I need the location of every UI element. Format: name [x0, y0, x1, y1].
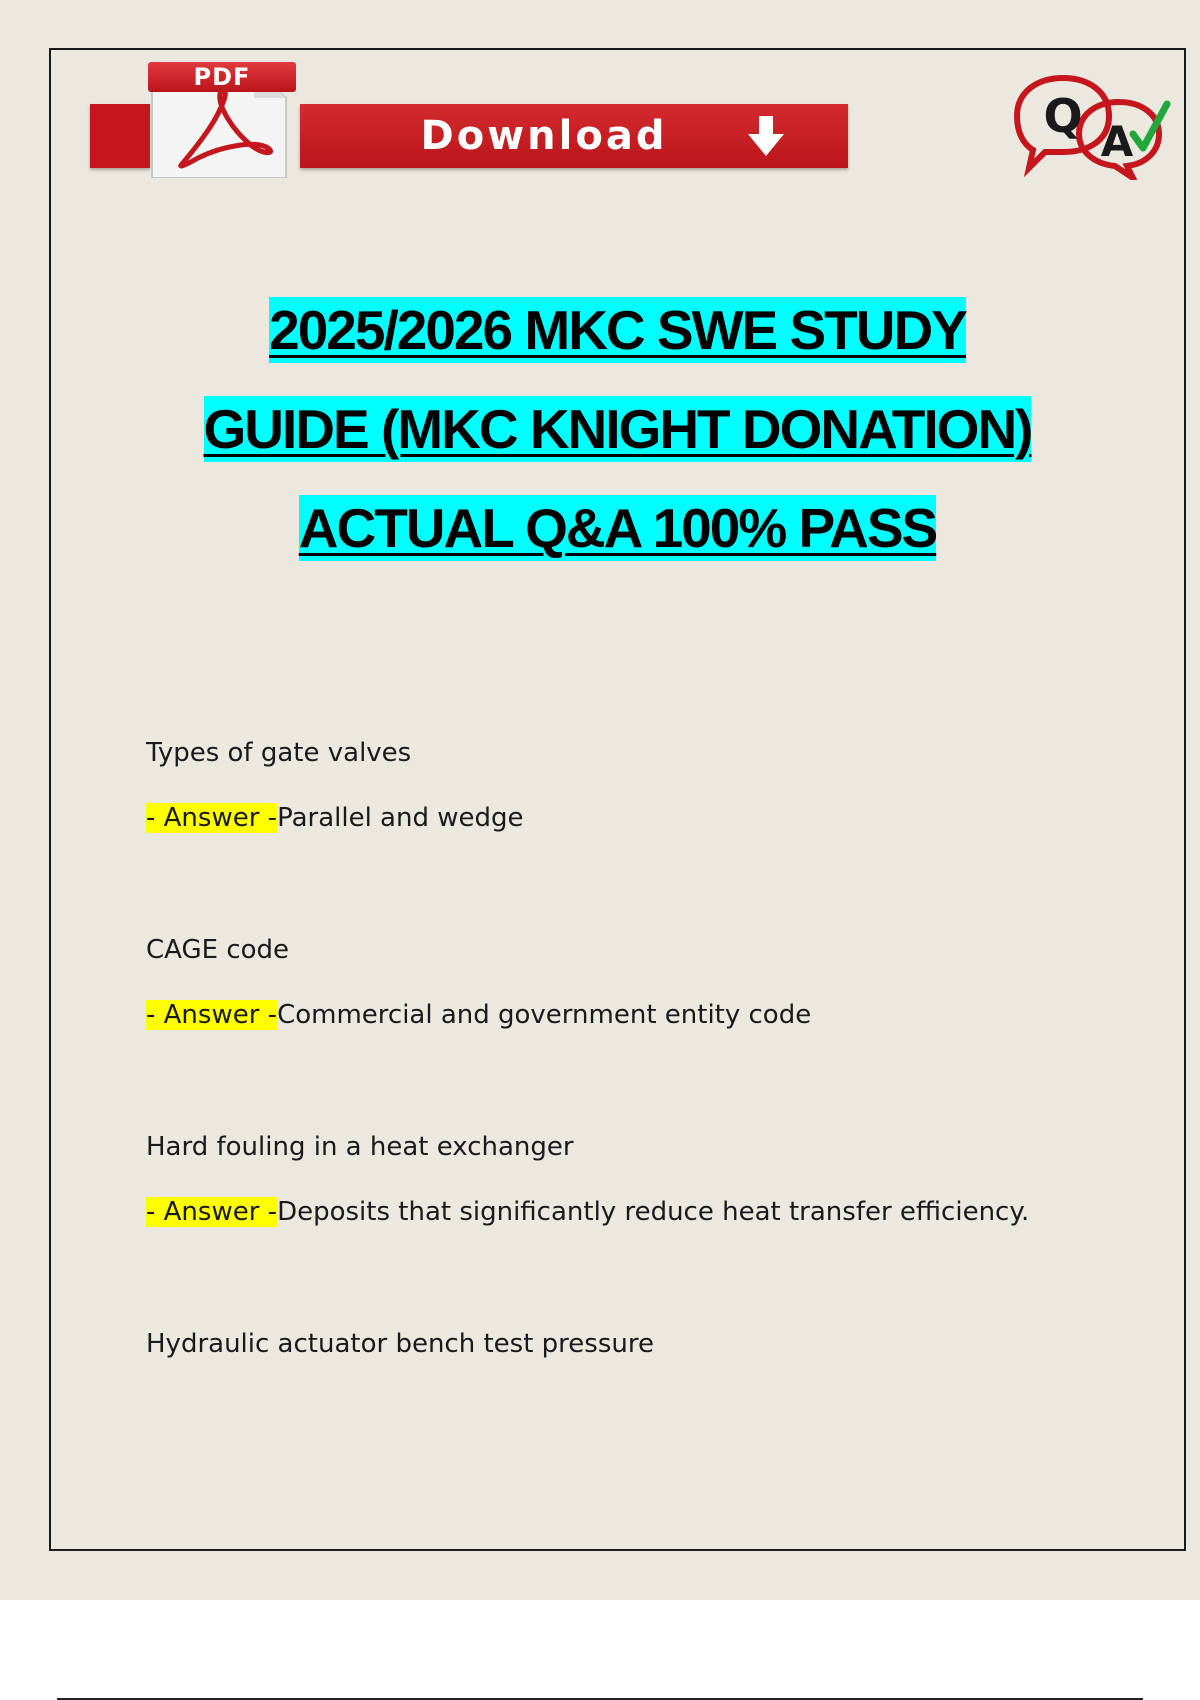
answer-label: - Answer -	[146, 1000, 278, 1030]
pdf-document-icon	[142, 60, 312, 178]
download-bar[interactable]	[300, 104, 848, 168]
arrow-down-icon	[744, 114, 788, 158]
page-frame	[49, 48, 1186, 1551]
answer-text	[146, 803, 524, 833]
pdf-tag: PDF	[148, 62, 296, 92]
title-line-2: GUIDE (MKC KNIGHT DONATION)	[203, 398, 1032, 460]
qa-logo-q: Q	[1043, 89, 1083, 143]
question-text: Types of gate valves	[146, 738, 412, 768]
answer-text	[146, 1197, 1029, 1227]
answer-label: - Answer -	[146, 803, 278, 833]
question-text: Hard fouling in a heat exchanger	[146, 1132, 574, 1162]
answer-value: Commercial and government entity code	[277, 1000, 812, 1030]
answer-value: Parallel and wedge	[277, 803, 524, 833]
banner-left-segment	[90, 104, 150, 168]
answer-value: Deposits that significantly reduce heat transfer efficiency.	[277, 1197, 1030, 1227]
answer-text	[146, 1000, 811, 1030]
qa-logo-icon	[1005, 72, 1175, 180]
question-text: CAGE code	[146, 935, 290, 965]
title-line-3: ACTUAL Q&A 100% PASS	[298, 497, 937, 559]
title-line-1: 2025/2026 MKC SWE STUDY	[269, 299, 966, 361]
download-label: Download	[420, 113, 668, 159]
pdf-download-banner[interactable]	[90, 60, 860, 178]
question-text: Hydraulic actuator bench test pressure	[146, 1329, 654, 1359]
answer-label: - Answer -	[146, 1197, 278, 1227]
document-title	[60, 298, 1175, 595]
qa-logo-a: A	[1100, 117, 1134, 166]
